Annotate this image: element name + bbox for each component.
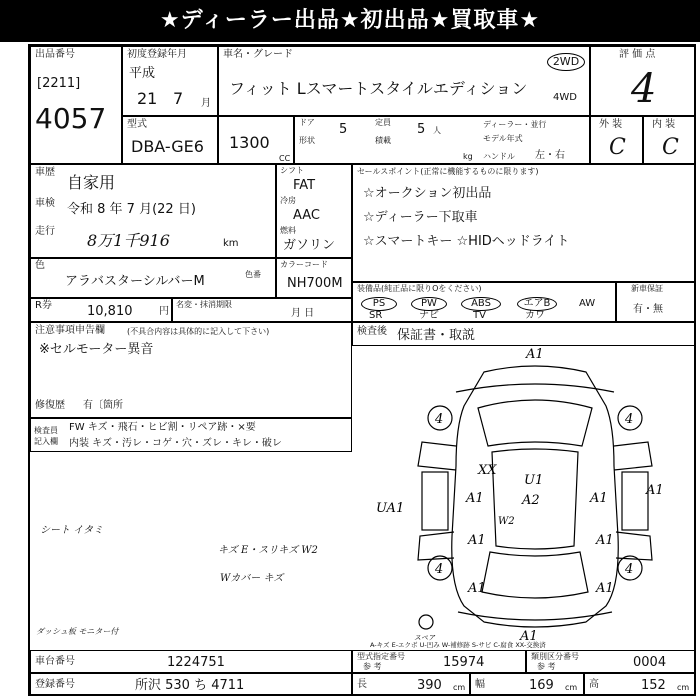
color-no-label: 色番: [245, 270, 261, 279]
shift: FAT: [293, 178, 316, 193]
type-no: 15974: [443, 655, 485, 670]
selling-point-1: ☆オークション初出品: [363, 186, 492, 201]
rating-box: [590, 46, 696, 116]
mark-right-door: A1: [590, 491, 608, 506]
kg-unit: kg: [463, 152, 473, 161]
length-label: 長: [357, 679, 367, 690]
selling-points-label: セールスポイント(正常に機能するものに限ります): [357, 167, 539, 176]
inspection-label: 車検: [35, 198, 55, 209]
selling-points-box: [352, 164, 696, 282]
model-code-box: [122, 116, 218, 164]
inspector-box: [30, 418, 352, 452]
exterior-box: [590, 116, 643, 164]
type-no-label: 型式指定番号: [357, 652, 405, 661]
displacement-box: [218, 116, 294, 164]
shift-box: [276, 164, 352, 258]
color-code: NH700M: [287, 276, 343, 291]
class-no-box: [526, 650, 696, 673]
new-warranty-label: 新車保証: [631, 284, 663, 293]
capacity: 5: [417, 122, 426, 137]
name-change-box: [172, 298, 352, 322]
chassis: 1224751: [167, 655, 225, 670]
reg-year: 21: [137, 89, 158, 108]
class-no-label: 類別区分番号: [531, 652, 579, 661]
recycle: 10,810: [87, 304, 133, 319]
mark-ua1: UA1: [376, 501, 405, 516]
color-box: [30, 258, 276, 298]
width: 169: [529, 678, 554, 693]
notes-label: 注意事項申告欄: [35, 325, 105, 336]
car-name: フィット Lスマートスタイルエディション: [229, 79, 528, 98]
repair-value: 有〔箇所: [83, 400, 123, 411]
registration-row: [30, 673, 352, 696]
mark-left-rear: A1: [468, 533, 486, 548]
inspector-label: 検査員記入欄: [34, 426, 58, 446]
interior-label: 内 装: [652, 119, 676, 130]
cc-unit: CC: [279, 154, 291, 163]
height-box: [584, 673, 696, 696]
ac: AAC: [293, 208, 320, 223]
reg-month-unit: 月: [201, 98, 211, 109]
mark-roof-xx: XX: [478, 463, 497, 478]
new-warranty-box: [616, 282, 696, 322]
equipment-box: [352, 282, 616, 322]
history: 自家用: [67, 173, 116, 192]
equip-airbag: エアB: [517, 297, 557, 311]
type-no-ref: 参 考: [363, 662, 382, 671]
exterior-grade: C: [609, 135, 626, 160]
equip-pw: PW: [411, 297, 447, 311]
lot-number: 4057: [35, 102, 107, 135]
auction-sheet: [28, 44, 696, 696]
handle-value: 左・右: [535, 150, 565, 161]
color-code-box: [276, 258, 352, 298]
rating-value: 4: [631, 66, 657, 112]
mark-hood: A1: [526, 347, 544, 362]
mark-roof-a2: A2: [522, 493, 540, 508]
equip-navi: ナビ: [419, 310, 439, 321]
notes-sub: (不具合内容は具体的に記入して下さい): [127, 327, 270, 336]
notes-text: ※セルモーター異音: [39, 342, 154, 357]
width-box: [470, 673, 584, 696]
mark-tire-fr: 4: [625, 412, 634, 427]
type-no-box: [352, 650, 526, 673]
rating-label: 評 価 点: [619, 49, 656, 60]
length-box: [352, 673, 470, 696]
inspector-note-cover: Wカバー キズ: [220, 573, 284, 584]
color: アラバスターシルバーM: [65, 274, 205, 289]
chassis-label: 車台番号: [35, 656, 75, 667]
class-no-ref: 参 考: [537, 662, 556, 671]
mark-tire-fl: 4: [435, 412, 444, 427]
displacement: 1300: [229, 133, 270, 152]
post-inspection-text: 保証書・取説: [397, 328, 476, 343]
reg-label: 登録番号: [35, 679, 75, 690]
drive-2wd: 2WD: [547, 53, 585, 71]
damage-legend: A-キズ E-エクボ U-凹み W-補修跡 S-サビ C-腐食 XX-交換済: [370, 641, 546, 649]
equip-tv: TV: [473, 310, 486, 321]
color-label: 色: [35, 260, 45, 271]
equip-sr: SR: [369, 310, 383, 321]
mark-left-door: A1: [466, 491, 484, 506]
new-warranty-value: 有・無: [633, 304, 663, 315]
interior-box: [643, 116, 696, 164]
equip-ps: PS: [361, 297, 397, 311]
spare-tire: [419, 615, 433, 629]
lot-label: 出品番号: [35, 49, 75, 60]
recycle-box: [30, 298, 172, 322]
post-inspection-label: 検査後: [357, 326, 387, 337]
model-code: DBA-GE6: [131, 137, 204, 156]
reg-month: 7: [173, 89, 184, 108]
dealer-label: ディーラー・並行: [483, 120, 547, 129]
mark-right-rear: A1: [596, 533, 614, 548]
class-no: 0004: [633, 655, 667, 670]
banner: ★ディーラー出品★初出品★買取車★: [0, 0, 700, 42]
registration: 所沢 530 ち 4711: [135, 678, 245, 693]
width-unit: cm: [565, 683, 578, 692]
lot-box: [30, 46, 122, 164]
car-name-label: 車名・グレード: [223, 49, 293, 60]
mileage: 8万1千916: [87, 231, 170, 250]
mark-w2: W2: [498, 516, 515, 527]
spec-box: [294, 116, 590, 164]
spare-label: スペア: [414, 634, 435, 642]
mark-tire-rr: 4: [625, 562, 634, 577]
color-code-label: カラーコード: [280, 260, 328, 269]
selling-point-2: ☆ディーラー下取車: [363, 210, 478, 225]
name-change-date: 月 日: [291, 308, 315, 319]
mark-rear-bumper: A1: [520, 629, 538, 642]
inspector-note-scratch: キズ E・スリキズ W2: [218, 545, 318, 556]
first-reg-box: [122, 46, 218, 116]
mark-right-fender: A1: [646, 483, 664, 498]
name-change-label: 名変・抹消期限: [176, 300, 232, 309]
recycle-unit: 円: [159, 306, 169, 317]
handle-label: ハンドル: [483, 152, 515, 161]
interior-grade: C: [662, 135, 679, 160]
shift-label: シフト: [280, 166, 304, 175]
inspector-note-dash: ダッシュ板 モニター付: [36, 627, 119, 636]
doors-label: ドア: [299, 118, 315, 127]
inspection: 令和 8 年 7 月(22 日): [67, 202, 196, 217]
lot-code: [2211]: [37, 76, 81, 91]
era: 平成: [129, 66, 156, 81]
fuel: ガソリン: [283, 238, 336, 253]
mark-right-quarter: A1: [596, 581, 614, 596]
capacity-label: 定員: [375, 118, 391, 127]
equip-aw: AW: [579, 298, 596, 309]
doors: 5: [339, 122, 348, 137]
mileage-label: 走行: [35, 226, 55, 237]
inspector-row2: 内装 キズ・汚レ・コゲ・穴・ズレ・キレ・破レ: [69, 438, 282, 449]
height-label: 高: [589, 679, 599, 690]
capacity-unit: 人: [433, 126, 441, 135]
length-unit: cm: [453, 683, 466, 692]
mark-roof-u1: U1: [524, 473, 544, 488]
notes-box: [30, 322, 352, 418]
selling-point-3: ☆スマートキー ☆HIDヘッドライト: [363, 234, 570, 249]
fuel-label: 燃料: [280, 226, 296, 235]
width-label: 幅: [475, 679, 485, 690]
drive-4wd: 4WD: [553, 92, 577, 103]
first-reg-label: 初度登録年月: [127, 49, 187, 60]
load-label: 積載: [375, 136, 391, 145]
height: 152: [641, 678, 666, 693]
history-label: 車歴: [35, 167, 55, 178]
km-unit: km: [223, 238, 239, 249]
model-label: 型式: [127, 119, 147, 130]
shape-label: 形状: [299, 136, 315, 145]
equip-abs: ABS: [461, 297, 501, 311]
car-name-box: [218, 46, 590, 116]
equip-leather: カワ: [525, 310, 545, 321]
ac-label: 冷房: [280, 196, 296, 205]
equipment-label: 装備品(純正品に限りOをください): [357, 284, 482, 293]
length: 390: [417, 678, 442, 693]
inspector-row1: FW キズ・飛石・ヒビ割・リペア跡・×要: [69, 422, 256, 433]
chassis-row: [30, 650, 352, 673]
recycle-label: R券: [35, 300, 52, 311]
car-diagram: [374, 346, 696, 642]
exterior-label: 外 装: [599, 119, 623, 130]
post-inspection-box: [352, 322, 696, 346]
repair-label: 修復歴: [35, 400, 65, 411]
history-box: [30, 164, 276, 258]
inspector-note-seat: シート イタミ: [40, 525, 104, 536]
mark-left-quarter: A1: [468, 581, 486, 596]
model-year-label: モデル年式: [483, 134, 523, 143]
mark-tire-rl: 4: [435, 562, 444, 577]
height-unit: cm: [677, 683, 690, 692]
